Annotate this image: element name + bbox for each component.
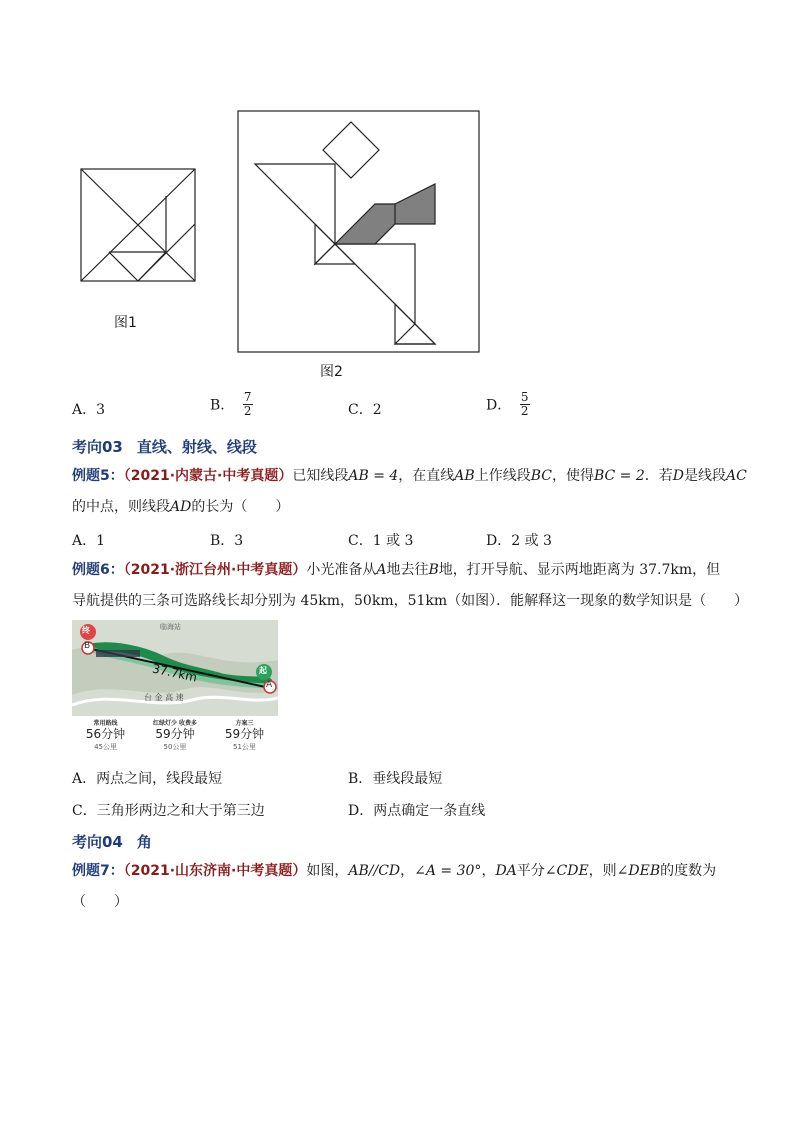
- ex6-option-b: B．垂线段最短: [348, 771, 443, 787]
- route-option-2: 红绿灯少 收费多 59分钟 50公里: [152, 720, 198, 751]
- map-end-mark: 终: [82, 626, 90, 635]
- figure-1-caption: 图1: [114, 315, 137, 331]
- map-point-a: A: [266, 680, 273, 690]
- map-distance-label: 37.7km: [151, 661, 199, 685]
- example-6-line-1: 例题6：（2021·浙江台州·中考真题）小光准备从A地去往B地，打开导航、显示两地距离为 37.7km，但: [72, 562, 721, 578]
- option-c: C．2: [348, 402, 382, 418]
- map-start-mark: 起: [259, 666, 267, 675]
- ex5-option-d: D．2 或 3: [486, 533, 552, 549]
- option-a: A．3: [72, 402, 106, 418]
- ex5-option-a: A．1: [72, 533, 106, 549]
- example-6-line-2: 导航提供的三条可选路线长却分别为 45km，50km，51km（如图）．能解释这一现象的数学知识是（ ）: [72, 593, 749, 609]
- ex5-option-b: B．3: [210, 533, 244, 549]
- route-option-1: 常用路线 56分钟 45公里: [85, 720, 126, 751]
- section-heading-4: 考向04 角: [72, 833, 152, 851]
- example-5-line-2: 的中点，则线段AD的长为（ ）: [72, 499, 290, 515]
- ex6-option-d: D．两点确定一条直线: [348, 803, 486, 819]
- section-heading-3: 考向03 直线、射线、线段: [72, 438, 257, 456]
- map-road-label: 台 金 高 速: [144, 693, 184, 702]
- ex6-option-c: C．三角形两边之和大于第三边: [72, 803, 265, 819]
- example-5-line-1: 例题5：（2021·内蒙古·中考真题）已知线段AB = 4，在直线AB上作线段BC，使得BC = 2．若D是线段AC: [72, 468, 747, 484]
- map-station-label: 临海站: [160, 623, 181, 631]
- ex5-option-c: C．1 或 3: [348, 533, 414, 549]
- ex6-option-a: A．两点之间，线段最短: [72, 771, 223, 787]
- figure-2: [237, 110, 480, 353]
- option-b: B． $\frac{7}{2}$: [210, 390, 252, 418]
- route-options: [72, 718, 278, 752]
- figure-2-caption: 图2: [320, 364, 343, 380]
- fraction-five-halves: $\frac{5}{2}$: [520, 390, 529, 418]
- figure-1: [80, 168, 196, 282]
- example-7-line-2: （ ）: [72, 894, 128, 910]
- navigation-map: [72, 620, 278, 750]
- map-point-b: B: [84, 641, 91, 651]
- option-d: D． $\frac{5}{2}$: [486, 390, 529, 418]
- route-option-3: 方案三 59分钟 51公里: [224, 720, 265, 751]
- example-7-line-1: 例题7：（2021·山东济南·中考真题）如图，AB//CD，∠A = 30°，DA平分∠CDE，则∠DEB的度数为: [72, 863, 717, 879]
- fraction-seven-halves: $\frac{7}{2}$: [243, 390, 252, 418]
